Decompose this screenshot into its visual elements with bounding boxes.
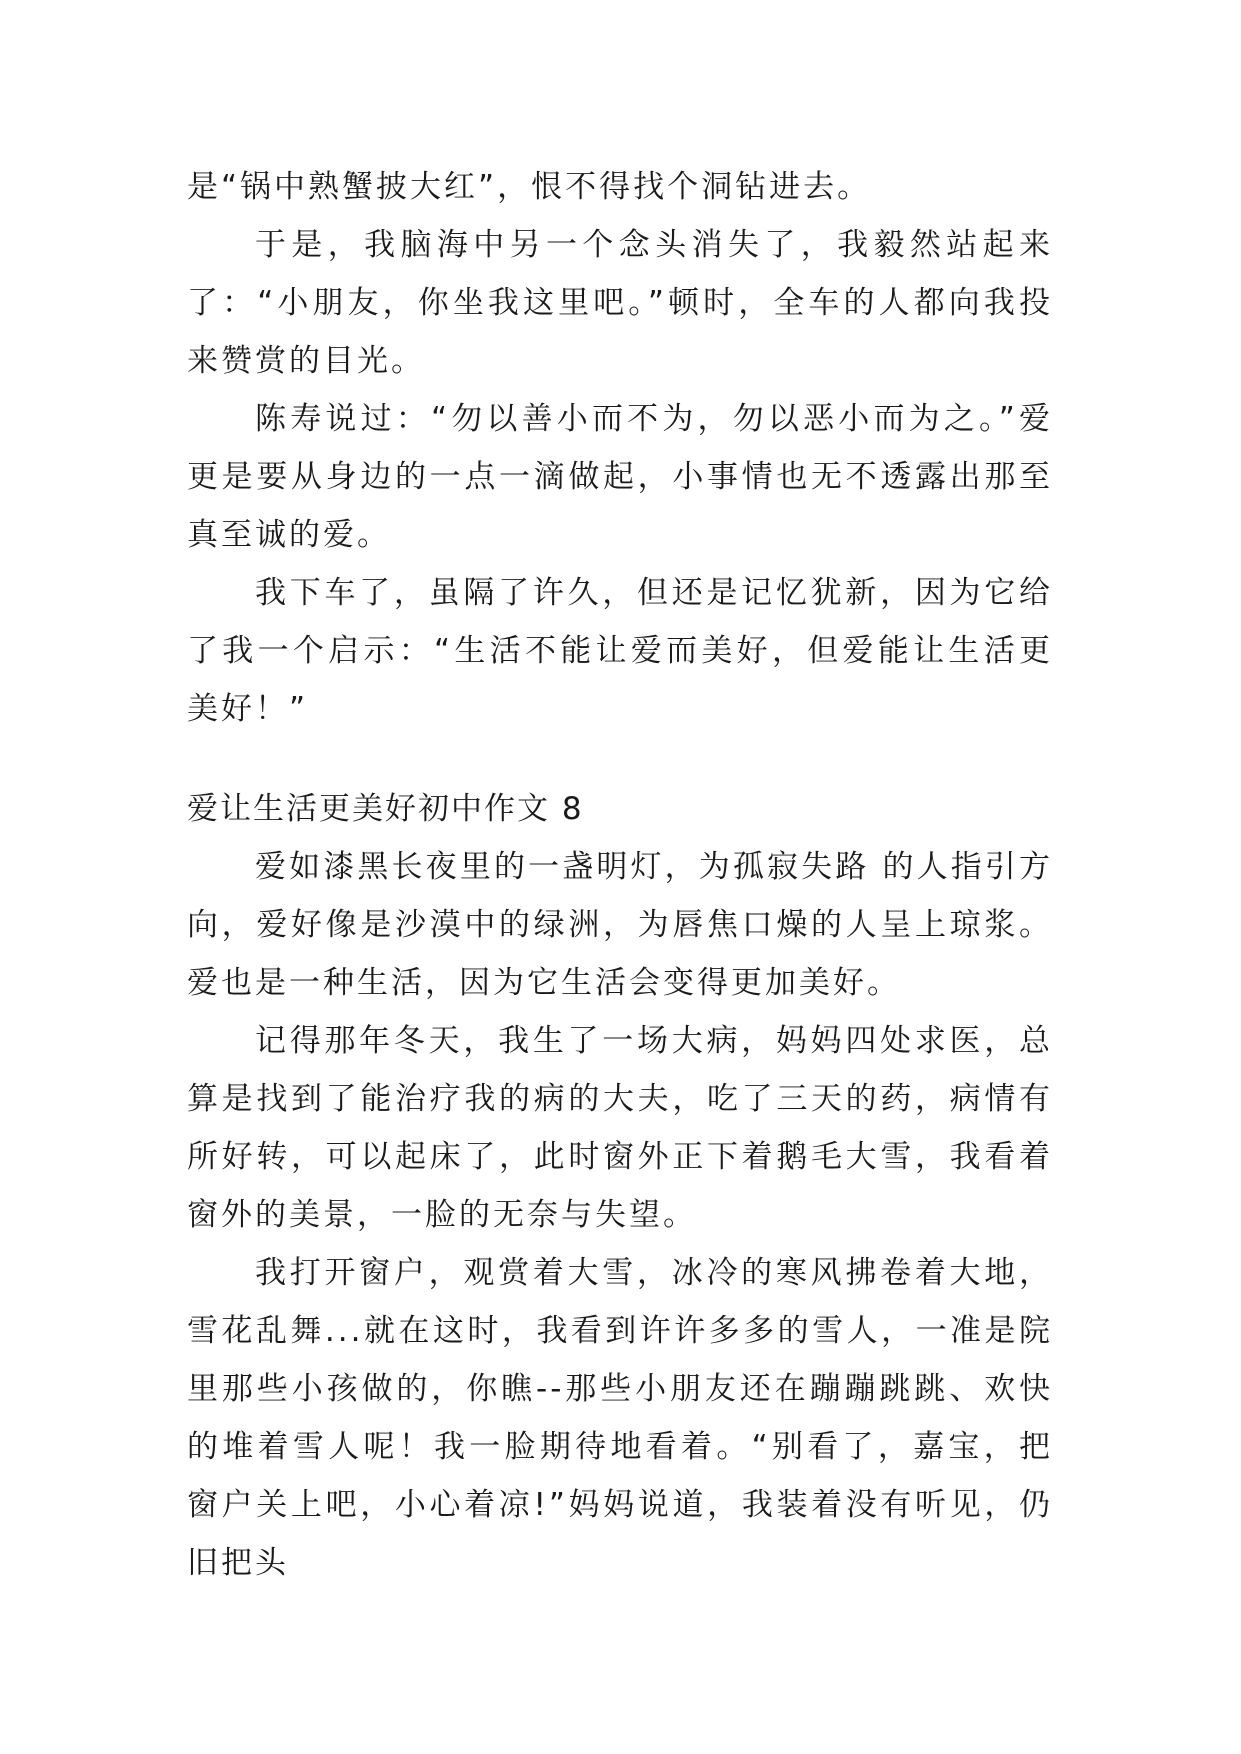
paragraph: 我下车了，虽隔了许久，但还是记忆犹新，因为它给了我一个启示：“生活不能让爱而美好，但爱能让生活更美好！” (187, 575, 1053, 727)
section-spacer (187, 738, 1053, 780)
paragraph: 于是，我脑海中另一个念头消失了，我毅然站起来了：“小朋友，你坐我这里吧。”顿时，全车的人都向我投来赞赏的目光。 (187, 227, 1053, 379)
paragraph-continuation: 是“锅中熟蟹披大红”，恨不得找个洞钻进去。 (187, 169, 872, 205)
paragraph: 记得那年冬天，我生了一场大病，妈妈四处求医，总算是找到了能治疗我的病的大夫，吃了三天的药，病情有所好转，可以起床了，此时窗外正下着鹅毛大雪，我看着窗外的美景，一脸的无奈与失望。 (187, 1023, 1053, 1233)
paragraph: 爱如漆黑长夜里的一盏明灯，为孤寂失路 的人指引方向，爱好像是沙漠中的绿洲，为唇焦口燥的人呈上琼浆。爱也是一种生活，因为它生活会变得更加美好。 (187, 849, 1053, 1001)
essay-body (187, 158, 1053, 1592)
paragraph: 陈寿说过：“勿以善小而不为，勿以恶小而为之。”爱更是要从身边的一点一滴做起，小事情也无不透露出那至真至诚的爱。 (187, 401, 1053, 553)
section-title: 爱让生活更美好初中作文 8 (187, 791, 584, 827)
paragraph: 我打开窗户，观赏着大雪，冰冷的寒风拂卷着大地，雪花乱舞...就在这时，我看到许许多多的雪人，一准是院里那些小孩做的，你瞧--那些小朋友还在蹦蹦跳跳、欢快的堆着雪人呢！我一脸期待地看着。“别看了，嘉宝，把窗户关上吧，小心着凉!”妈妈说道，我装着没有听见，仍旧把头 (187, 1255, 1053, 1581)
